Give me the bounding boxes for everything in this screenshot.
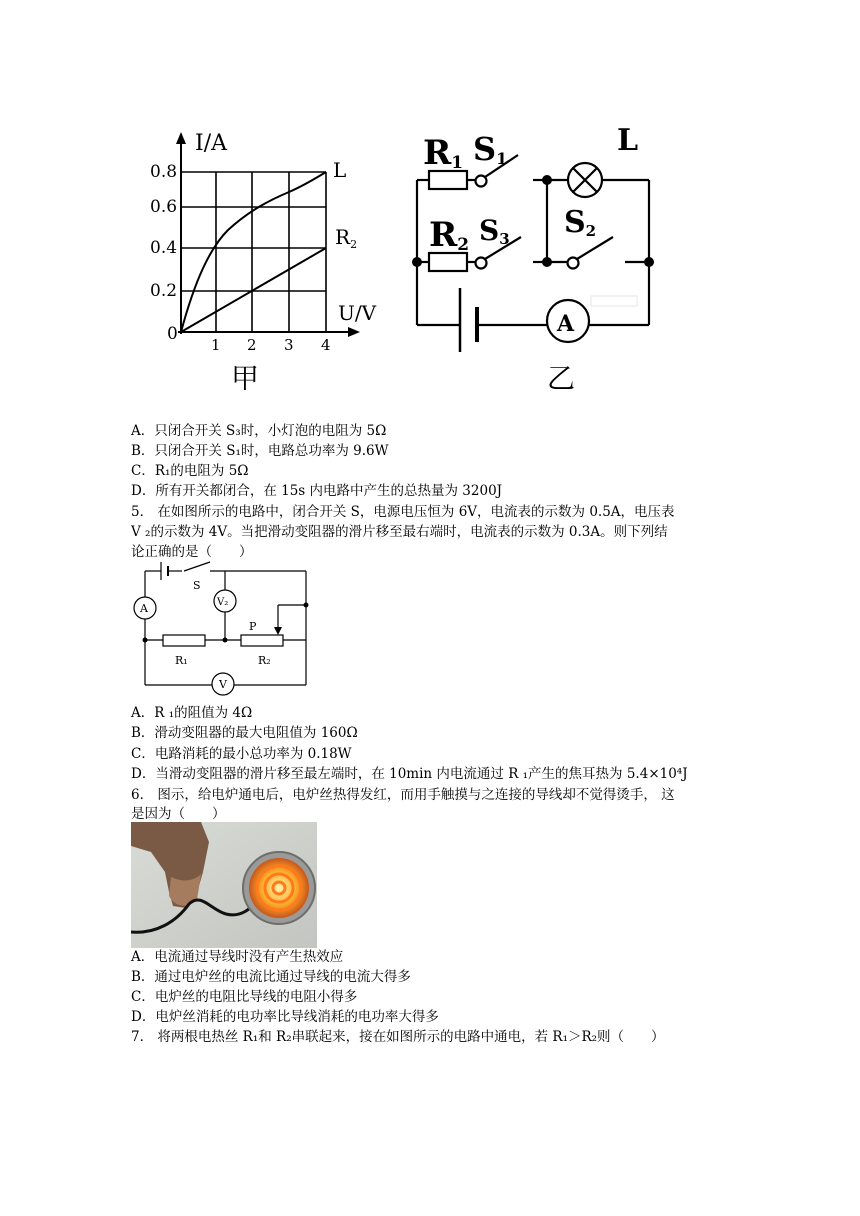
q6-option-d: D．电炉丝消耗的电功率比导线消耗的电功率大得多 bbox=[131, 1009, 439, 1025]
curve-L-label: L bbox=[333, 158, 347, 182]
y-tick: 0.8 bbox=[150, 162, 178, 182]
q5-option-d: D．当滑动变阻器的滑片移至最左端时，在 10min 内电流通过 R ₁产生的焦耳热为 5.4×10⁴J bbox=[131, 766, 688, 782]
q5-stem-line3: 论正确的是（ ） bbox=[131, 544, 253, 560]
y-tick: 0.6 bbox=[150, 197, 178, 217]
lamp-label: L bbox=[617, 123, 639, 158]
q6-option-c: C．电炉丝的电阻比导线的电阻小得多 bbox=[131, 989, 358, 1005]
electric-stove-photo bbox=[131, 822, 317, 948]
y-tick: 0.2 bbox=[150, 281, 178, 301]
curve-R2-label: $R_2$ bbox=[335, 225, 358, 251]
q5-circuit-figure bbox=[128, 560, 313, 700]
figure-jia-graph bbox=[140, 120, 400, 390]
q4-option-b: B．只闭合开关 S₁时，电路总功率为 9.6W bbox=[131, 443, 389, 459]
s2-label: S2 bbox=[564, 205, 597, 240]
switch-s-label: S bbox=[193, 579, 201, 592]
q5-option-c: C．电路消耗的最小总功率为 0.18W bbox=[131, 746, 352, 762]
q5-stem-line2: V ₂的示数为 4V。当把滑动变阻器的滑片移至最右端时，电流表的示数为 0.3A。则下列结 bbox=[131, 524, 668, 540]
q4-option-a: A．只闭合开关 S₃时，小灯泡的电阻为 5Ω bbox=[131, 423, 387, 439]
resistor-r2 bbox=[429, 253, 467, 271]
x-tick: 4 bbox=[321, 336, 331, 354]
figure-jia-caption: 甲 bbox=[231, 362, 260, 390]
slider-p-label: P bbox=[249, 620, 257, 633]
q6-stem-line1: 6． 图示，给电炉通电后，电炉丝热得发红，而用手触摸与之连接的导线却不觉得烫手， 这 bbox=[131, 787, 675, 803]
x-axis-arrow bbox=[348, 327, 360, 337]
switch-s2-pivot bbox=[568, 258, 579, 269]
figure-yi-circuit bbox=[405, 120, 680, 395]
voltmeter-v-label: V bbox=[219, 678, 227, 691]
s3-label: S3 bbox=[479, 214, 510, 248]
switch-s3-pivot bbox=[476, 258, 487, 269]
switch-s-blade bbox=[184, 562, 210, 571]
q5-option-a: A．R ₁的阻值为 4Ω bbox=[131, 705, 253, 721]
q6-stem-line2: 是因为（ ） bbox=[131, 806, 226, 822]
r2-label: R2 bbox=[429, 215, 470, 255]
ammeter-label: A bbox=[140, 602, 148, 615]
q7-stem: 7． 将两根电热丝 R₁和 R₂串联起来，接在如图所示的电路中通电，若 R₁＞R₂则（ ） bbox=[131, 1029, 665, 1045]
resistor-r1 bbox=[163, 635, 205, 646]
q6-option-a: A．电流通过导线时没有产生热效应 bbox=[131, 949, 344, 965]
q4-option-c: C．R₁的电阻为 5Ω bbox=[131, 463, 249, 479]
y-axis-label: I/A bbox=[195, 131, 227, 156]
y-tick: 0.4 bbox=[150, 238, 178, 258]
q5-stem-line1: 5． 在如图所示的电路中，闭合开关 S，电源电压恒为 6V，电流表的示数为 0.5A，电压表 bbox=[131, 504, 675, 520]
origin-label: 0 bbox=[167, 324, 178, 344]
graph-grid bbox=[181, 172, 326, 332]
q4-option-d: D．所有开关都闭合，在 15s 内电路中产生的总热量为 3200J bbox=[131, 483, 503, 499]
q5-option-b: B．滑动变阻器的最大电阻值为 160Ω bbox=[131, 725, 358, 741]
s1-label: S1 bbox=[473, 130, 508, 168]
voltmeter-v2-label: V₂ bbox=[217, 597, 229, 608]
rheostat-r2 bbox=[241, 635, 283, 646]
r1-label: R1 bbox=[423, 133, 464, 173]
q6-option-b: B．通过电炉丝的电流比通过导线的电流大得多 bbox=[131, 969, 411, 985]
ammeter-label: A bbox=[557, 311, 575, 337]
curve-L bbox=[181, 172, 326, 332]
r1-label: R₁ bbox=[175, 654, 188, 667]
resistor-r1 bbox=[429, 171, 467, 189]
line-R2 bbox=[181, 248, 326, 332]
x-tick: 1 bbox=[211, 336, 221, 354]
x-tick: 3 bbox=[284, 336, 294, 354]
figure-yi-caption: 乙 bbox=[547, 362, 576, 395]
r2-label: R₂ bbox=[258, 654, 271, 667]
switch-s2-blade bbox=[577, 237, 613, 259]
x-axis-label: U/V bbox=[338, 301, 377, 325]
y-axis-arrow bbox=[176, 132, 186, 144]
switch-s1-pivot bbox=[476, 176, 487, 187]
x-tick: 2 bbox=[247, 336, 257, 354]
